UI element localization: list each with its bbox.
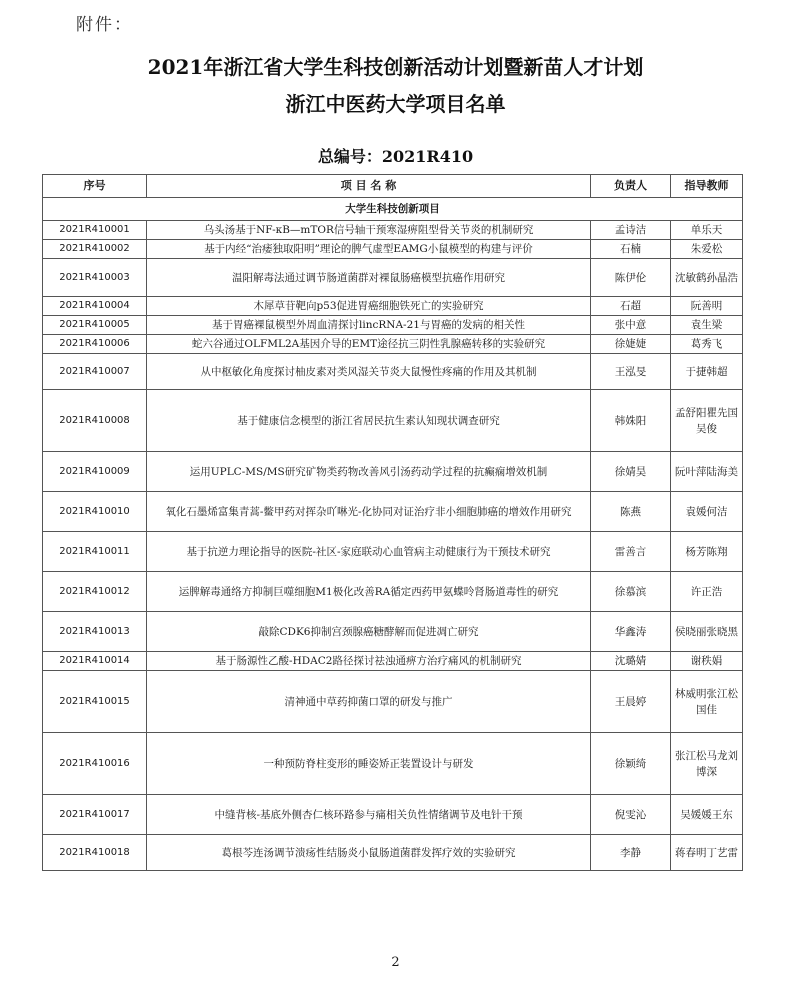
project-tutor: 沈敏鹤孙晶浩 <box>671 259 743 297</box>
project-name: 葛根芩连汤调节溃疡性结肠炎小鼠肠道菌群发挥疗效的实验研究 <box>147 835 591 871</box>
project-tutor: 张江松马龙刘博深 <box>671 733 743 795</box>
attachment-label: 附件： <box>76 15 133 35</box>
table-row <box>43 652 743 671</box>
project-tutor: 朱爱松 <box>671 240 743 259</box>
project-lead: 徐婕婕 <box>591 335 671 354</box>
header-tutor: 指导教师 <box>671 175 743 198</box>
project-name: 温阳解毒法通过调节肠道菌群对裸鼠肠癌模型抗癌作用研究 <box>147 259 591 297</box>
project-name: 一种预防脊柱变形的睡姿矫正装置设计与研发 <box>147 733 591 795</box>
project-tutor: 谢秩娟 <box>671 652 743 671</box>
project-name: 基于抗逆力理论指导的医院-社区-家庭联动心血管病主动健康行为干预技术研究 <box>147 532 591 572</box>
project-tutor: 侯晓丽张晓黑 <box>671 612 743 652</box>
project-name: 基于健康信念模型的浙江省居民抗生素认知现状调查研究 <box>147 390 591 452</box>
table-row <box>43 671 743 733</box>
project-lead: 韩姝阳 <box>591 390 671 452</box>
project-tutor: 阮善明 <box>671 297 743 316</box>
project-tutor: 林威明张江松国佳 <box>671 671 743 733</box>
project-tutor: 袁生梁 <box>671 316 743 335</box>
project-tutor: 于捷韩超 <box>671 354 743 390</box>
table-row <box>43 240 743 259</box>
page-number: 2 <box>391 955 400 970</box>
project-name: 敲除CDK6抑制宫颈腺癌糖酵解而促进凋亡研究 <box>147 612 591 652</box>
project-no: 2021R410009 <box>43 452 147 492</box>
table-row <box>43 390 743 452</box>
project-name: 运用UPLC-MS/MS研究矿物类药物改善风引汤药动学过程的抗癫痫增效机制 <box>147 452 591 492</box>
project-tutor: 杨芳陈翔 <box>671 532 743 572</box>
table-row <box>43 316 743 335</box>
project-tutor: 蒋春明丁艺雷 <box>671 835 743 871</box>
project-no: 2021R410012 <box>43 572 147 612</box>
project-tutor: 葛秀飞 <box>671 335 743 354</box>
project-lead: 石超 <box>591 297 671 316</box>
project-lead: 张中意 <box>591 316 671 335</box>
project-no: 2021R410010 <box>43 492 147 532</box>
table-row <box>43 572 743 612</box>
project-name: 从中枢敏化角度探讨柚皮素对类风湿关节炎大鼠慢性疼痛的作用及其机制 <box>147 354 591 390</box>
table-header-row <box>43 175 743 198</box>
table-row <box>43 532 743 572</box>
project-lead: 徐慕滨 <box>591 572 671 612</box>
table-row <box>43 259 743 297</box>
header-name: 项 目 名 称 <box>147 175 591 198</box>
project-name: 木犀草苷靶向p53促进胃癌细胞铁死亡的实验研究 <box>147 297 591 316</box>
project-no: 2021R410005 <box>43 316 147 335</box>
project-lead: 陈伊伦 <box>591 259 671 297</box>
document-title-line1: 2021年浙江省大学生科技创新活动计划暨新苗人才计划 <box>147 55 644 79</box>
project-no: 2021R410013 <box>43 612 147 652</box>
project-tutor: 袁媛何洁 <box>671 492 743 532</box>
table-row <box>43 221 743 240</box>
table-row <box>43 297 743 316</box>
project-tutor: 许正浩 <box>671 572 743 612</box>
project-lead: 雷善言 <box>591 532 671 572</box>
header-no: 序号 <box>43 175 147 198</box>
project-lead: 华鑫涛 <box>591 612 671 652</box>
project-no: 2021R410015 <box>43 671 147 733</box>
project-no: 2021R410018 <box>43 835 147 871</box>
table-row <box>43 733 743 795</box>
project-lead: 王泓旻 <box>591 354 671 390</box>
project-no: 2021R410001 <box>43 221 147 240</box>
project-tutor: 孟舒阳瞿先国吴俊 <box>671 390 743 452</box>
project-name: 基于肠源性乙酸-HDAC2路径探讨祛浊通痹方治疗痛风的机制研究 <box>147 652 591 671</box>
project-lead: 倪雯沁 <box>591 795 671 835</box>
project-no: 2021R410017 <box>43 795 147 835</box>
project-no: 2021R410002 <box>43 240 147 259</box>
project-no: 2021R410007 <box>43 354 147 390</box>
document-title-line2: 浙江中医药大学项目名单 <box>285 92 506 116</box>
table-row <box>43 612 743 652</box>
table-row <box>43 795 743 835</box>
table-row <box>43 492 743 532</box>
project-lead: 李静 <box>591 835 671 871</box>
project-tutor: 阮叶萍陆海美 <box>671 452 743 492</box>
project-tutor: 单乐天 <box>671 221 743 240</box>
project-name: 乌头汤基于NF-κB—mTOR信号轴干预寒湿痹阻型骨关节炎的机制研究 <box>147 221 591 240</box>
project-name: 基于胃癌裸鼠模型外周血清探讨lincRNA-21与胃癌的发病的相关性 <box>147 316 591 335</box>
project-no: 2021R410006 <box>43 335 147 354</box>
table-row <box>43 335 743 354</box>
project-no: 2021R410014 <box>43 652 147 671</box>
section-row <box>43 198 743 221</box>
project-no: 2021R410008 <box>43 390 147 452</box>
table-row <box>43 354 743 390</box>
project-lead: 石楠 <box>591 240 671 259</box>
project-name: 蛇六谷通过OLFML2A基因介导的EMT途径抗三阴性乳腺癌转移的实验研究 <box>147 335 591 354</box>
project-name: 清神通中草药抑菌口罩的研发与推广 <box>147 671 591 733</box>
project-lead: 沈璐婧 <box>591 652 671 671</box>
project-table <box>42 174 743 871</box>
project-lead: 王晨婷 <box>591 671 671 733</box>
project-no: 2021R410011 <box>43 532 147 572</box>
project-lead: 孟诗洁 <box>591 221 671 240</box>
project-name: 基于内经“治痿独取阳明”理论的脾气虚型EAMG小鼠模型的构建与评价 <box>147 240 591 259</box>
table-row <box>43 835 743 871</box>
project-name: 中缝背核-基底外侧杏仁核环路参与痛相关负性情绪调节及电针干预 <box>147 795 591 835</box>
project-lead: 陈燕 <box>591 492 671 532</box>
header-lead: 负责人 <box>591 175 671 198</box>
section-title: 大学生科技创新项目 <box>43 198 743 221</box>
table-row <box>43 452 743 492</box>
project-no: 2021R410004 <box>43 297 147 316</box>
project-no: 2021R410003 <box>43 259 147 297</box>
project-no: 2021R410016 <box>43 733 147 795</box>
project-name: 氧化石墨烯富集青蒿-鳖甲药对挥杂吖啉光-化协同对证治疗非小细胞肺癌的增效作用研究 <box>147 492 591 532</box>
project-lead: 徐颖绮 <box>591 733 671 795</box>
project-tutor: 吴媛媛王东 <box>671 795 743 835</box>
project-lead: 徐婧昊 <box>591 452 671 492</box>
total-code: 总编号：2021R410 <box>317 147 474 166</box>
project-name: 运脾解毒通络方抑制巨噬细胞M1极化改善RA循定西药甲氨蝶呤肾肠道毒性的研究 <box>147 572 591 612</box>
